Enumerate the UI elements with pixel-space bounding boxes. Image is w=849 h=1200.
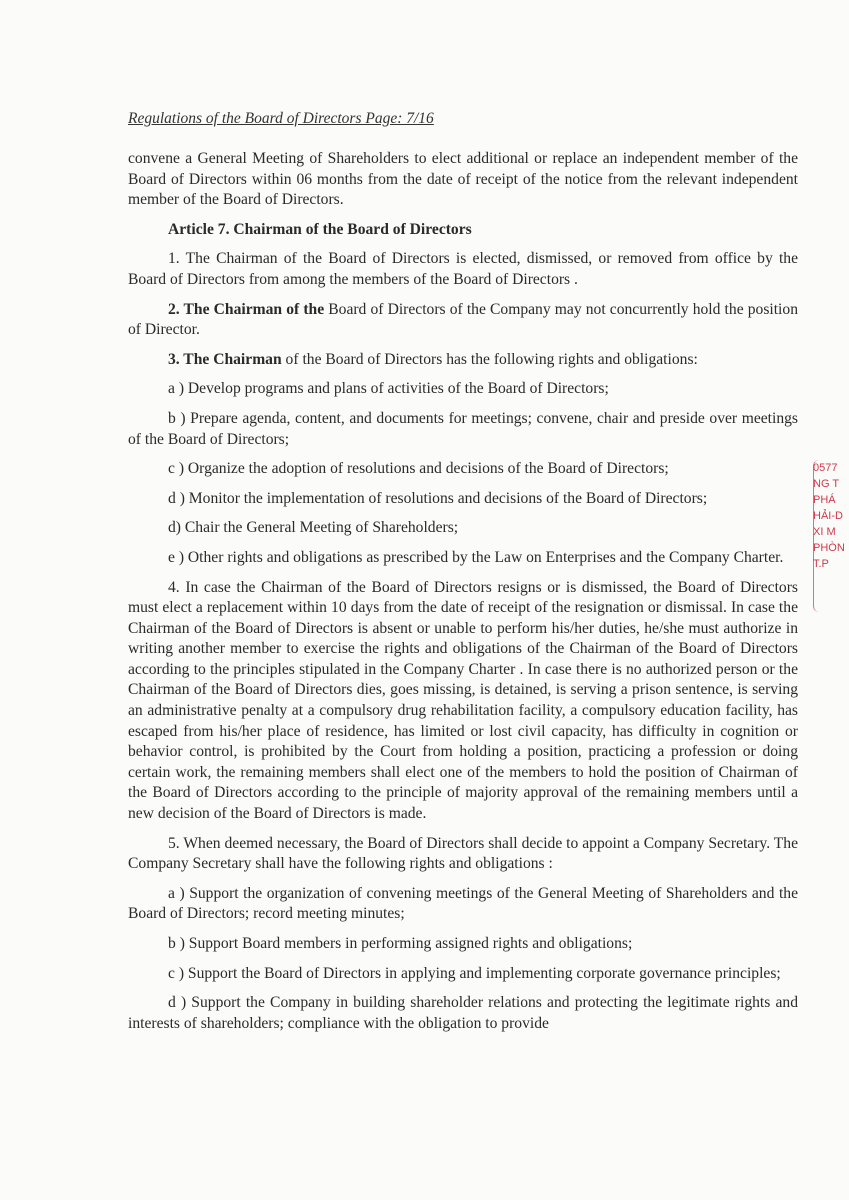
stamp-line: PHÒN [813,542,845,554]
bold-lead: 3. The Chairman [168,350,282,368]
paragraph-text: of the Board of Directors has the following rights and obligations: [281,350,698,368]
stamp-line: HẢI-D [813,510,843,522]
paragraph: 4. In case the Chairman of the Board of Directors resigns or is dismissed, the Board of Directors must elect a replacement within 10 days from the date of receipt of the resignation or dismissal. In case the Chairman of the Board of Directors is absent or unable to perform his/her duties, he/she must authorize in writing another member to exercise the rights and obligations of the Chairman of the Board of Directors according to the principles stipulated in the Company Charter . In case there is no authorized person or the Chairman of the Board of Directors dies, goes missing, is detained, is serving a prison sentence, is serving an administrative penalty at a compulsory drug rehabilitation facility, a compulsory education facility, has escaped from his/her place of residence, has limited or lost civil capacity, has difficulty in cognition or behavior control, is prohibited by the Court from holding a position, practicing a profession or doing certain work, the remaining members shall elect one of the members to hold the position of Chairman of the Board of Directors according to the principle of majority approval of the remaining members until a new decision of the Board of Directors is made. [128,578,798,823]
paragraph [128,350,798,371]
list-item: a ) Develop programs and plans of activities of the Board of Directors; [168,380,609,398]
list-item: c ) Support the Board of Directors in applying and implementing corporate governance principles; [168,964,781,982]
stamp-line: 0577 [813,462,838,474]
paragraph-text: Board of Directors of the Company may not concurrently hold the position of Director. [128,300,798,339]
paragraph: convene a General Meeting of Shareholders to elect additional or replace an independent member of the Board of Directors within 06 months from the date of receipt of the notice from the relevant independent member of the Board of Directors. [128,150,798,209]
list-item: b ) Prepare agenda, content, and documents for meetings; convene, chair and preside over meetings of the Board of Directors; [128,409,798,448]
list-item: d ) Monitor the implementation of resolutions and decisions of the Board of Directors; [168,489,708,507]
list-item: e ) Other rights and obligations as prescribed by the Law on Enterprises and the Company Charter. [168,548,784,566]
page-header: Regulations of the Board of Directors Page: 7/16 [128,110,434,127]
document-body [128,149,798,1043]
paragraph: 5. When deemed necessary, the Board of Directors shall decide to appoint a Company Secretary. The Company Secretary shall have the following rights and obligations : [128,834,798,873]
paragraph: 1. The Chairman of the Board of Directors is elected, dismissed, or removed from office by the Board of Directors from among the members of the Board of Directors . [128,250,798,288]
list-item: c ) Organize the adoption of resolutions and decisions of the Board of Directors; [168,460,669,478]
paragraph [128,300,798,341]
article-title: Article 7. Chairman of the Board of Directors [168,220,472,238]
stamp-line: XI M [813,526,836,538]
list-item: d) Chair the General Meeting of Shareholders; [168,519,459,537]
list-item: b ) Support Board members in performing assigned rights and obligations; [168,935,633,952]
stamp-line: NG T [813,478,840,490]
bold-lead: 2. The Chairman of the [168,300,325,318]
stamp-line: PHÁ [813,494,836,506]
company-stamp [813,460,849,610]
stamp-line: T.P [813,558,829,570]
list-item: a ) Support the organization of convening meetings of the General Meeting of Shareholders and the Board of Directors; record meeting minutes; [128,884,798,923]
list-item: d ) Support the Company in building shareholder relations and protecting the legitimate rights and interests of shareholders; compliance with the obligation to provide [128,994,798,1032]
